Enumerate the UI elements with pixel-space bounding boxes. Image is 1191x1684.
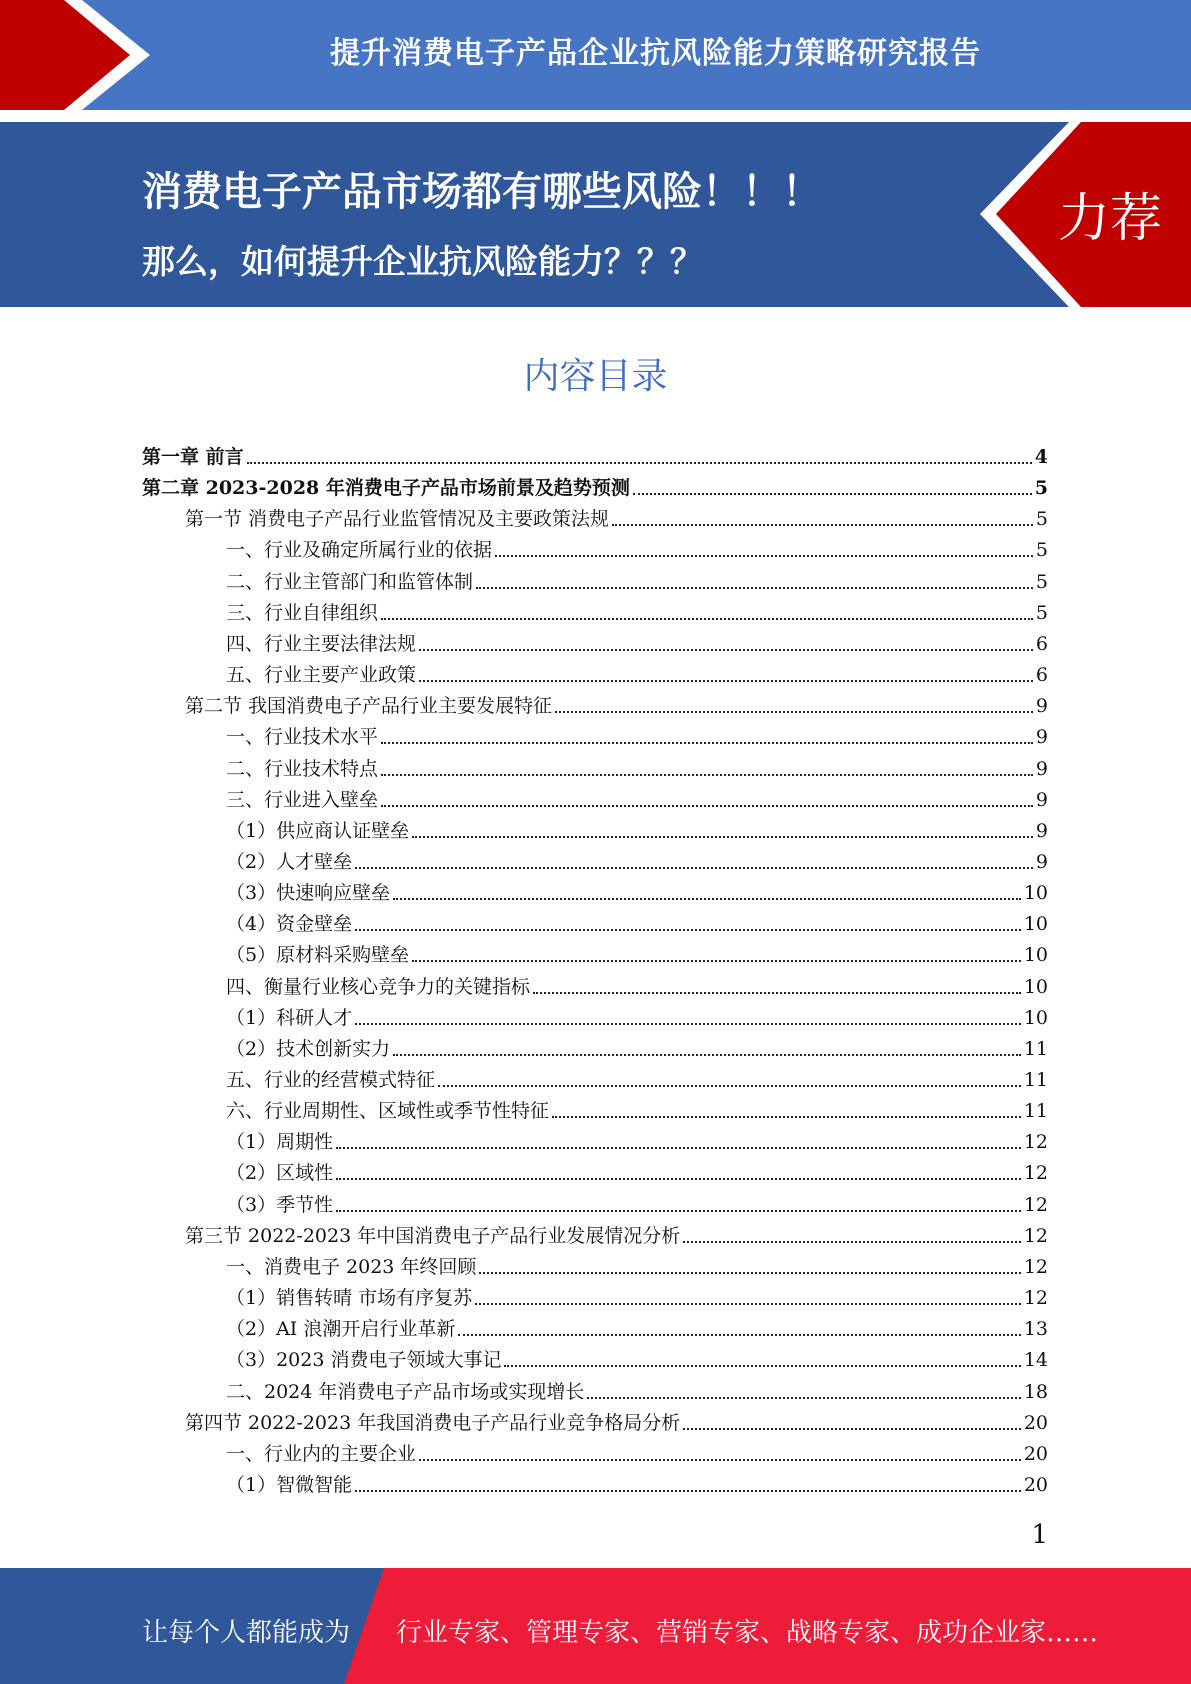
toc-entry-label: 四、行业主要法律法规	[226, 633, 417, 655]
toc-entry-label: （1）科研人才	[226, 1007, 353, 1029]
toc-entry-page: 12	[1023, 1131, 1048, 1153]
toc-entry-page: 20	[1023, 1474, 1048, 1496]
toc-dot-leader	[552, 1116, 1021, 1118]
toc-section-entry[interactable]	[185, 1216, 1048, 1247]
toc-entry-label: （3）快速响应壁垒	[226, 882, 391, 904]
toc-entry-label: 二、行业主管部门和监管体制	[226, 571, 474, 593]
banner-subheadline: 那么，如何提升企业抗风险能力？？？	[142, 242, 703, 281]
toc-subsection-entry[interactable]	[226, 967, 1048, 998]
toc-entry-page: 12	[1023, 1225, 1048, 1247]
toc-entry-label: （5）原材料采购壁垒	[226, 944, 410, 966]
toc-dot-leader	[555, 711, 1033, 713]
toc-entry-page: 12	[1023, 1162, 1048, 1184]
toc-dot-leader	[504, 1365, 1020, 1367]
toc-subsection-entry[interactable]	[226, 780, 1048, 811]
toc-dot-leader	[355, 1490, 1021, 1492]
toc-dot-leader	[355, 1023, 1021, 1025]
toc-entry-label: （3）2023 消费电子领域大事记	[226, 1349, 502, 1371]
toc-entry-label: 第一节 消费电子产品行业监管情况及主要政策法规	[185, 508, 610, 530]
toc-entry-label: 第一章 前言	[142, 446, 244, 468]
toc-subsection-entry[interactable]	[226, 904, 1048, 935]
toc-entry-label: （1）销售转晴 市场有序复苏	[226, 1287, 473, 1309]
toc-subsection-entry[interactable]	[226, 1029, 1048, 1060]
toc-entry-page: 20	[1023, 1443, 1048, 1465]
toc-entry-page: 9	[1035, 695, 1048, 717]
toc-subsection-entry[interactable]	[226, 1122, 1048, 1153]
toc-title: 内容目录	[523, 356, 668, 397]
toc-entry-page: 5	[1035, 508, 1048, 530]
toc-subsection-entry[interactable]	[226, 873, 1048, 904]
toc-subsection-entry[interactable]	[226, 562, 1048, 593]
toc-entry-label: （2）技术创新实力	[226, 1038, 391, 1060]
toc-subsection-entry[interactable]	[226, 998, 1048, 1029]
toc-entry-page: 10	[1023, 976, 1048, 998]
toc-dot-leader	[381, 805, 1033, 807]
toc-dot-leader	[419, 680, 1033, 682]
toc-subsection-entry[interactable]	[226, 749, 1048, 780]
toc-dot-leader	[412, 836, 1033, 838]
toc-entry-page: 6	[1035, 664, 1048, 686]
toc-dot-leader	[495, 555, 1033, 557]
toc-entry-page: 10	[1023, 913, 1048, 935]
toc-subsection-entry[interactable]	[226, 1465, 1048, 1496]
toc-section-entry[interactable]	[185, 686, 1048, 717]
toc-entry-label: 一、行业及确定所属行业的依据	[226, 539, 493, 561]
toc-dot-leader	[683, 1428, 1021, 1430]
banner-headline: 消费电子产品市场都有哪些风险！！！	[142, 169, 822, 215]
toc-entry-page: 12	[1023, 1287, 1048, 1309]
toc-entry-label: （1）智微智能	[226, 1474, 353, 1496]
toc-subsection-entry[interactable]	[226, 624, 1048, 655]
toc-entry-label: 第二章 2023-2028 年消费电子产品市场前景及趋势预测	[142, 477, 630, 499]
toc-entry-label: 二、2024 年消费电子产品市场或实现增长	[226, 1381, 585, 1403]
toc-subsection-entry[interactable]	[226, 1091, 1048, 1122]
toc-dot-leader	[247, 462, 1032, 464]
toc-entry-page: 9	[1035, 820, 1048, 842]
toc-entry-label: （2）区域性	[226, 1162, 334, 1184]
toc-dot-leader	[683, 1241, 1021, 1243]
toc-subsection-entry[interactable]	[226, 1153, 1048, 1184]
toc-entry-page: 10	[1023, 1007, 1048, 1029]
toc-subsection-entry[interactable]	[226, 530, 1048, 561]
toc-dot-leader	[475, 1303, 1021, 1305]
toc-subsection-entry[interactable]	[226, 1340, 1048, 1371]
page-number: 1	[1031, 1520, 1048, 1550]
toc-subsection-entry[interactable]	[226, 1185, 1048, 1216]
toc-dot-leader	[336, 1178, 1021, 1180]
toc-subsection-entry[interactable]	[226, 1309, 1048, 1340]
footer-slogan-lead: 让每个人都能成为	[142, 1618, 351, 1648]
toc-entry-label: 三、行业自律组织	[226, 602, 379, 624]
toc-entry-label: （1）周期性	[226, 1131, 334, 1153]
toc-subsection-entry[interactable]	[226, 811, 1048, 842]
toc-subsection-entry[interactable]	[226, 935, 1048, 966]
toc-subsection-entry[interactable]	[226, 842, 1048, 873]
toc-dot-leader	[336, 1147, 1021, 1149]
toc-subsection-entry[interactable]	[226, 1060, 1048, 1091]
toc-entry-page: 11	[1023, 1069, 1048, 1091]
toc-entry-page: 9	[1035, 789, 1048, 811]
toc-entry-label: （4）资金壁垒	[226, 913, 353, 935]
toc-dot-leader	[479, 1272, 1020, 1274]
toc-section-entry[interactable]	[185, 1403, 1048, 1434]
toc-subsection-entry[interactable]	[226, 1247, 1048, 1278]
toc-dot-leader	[381, 774, 1033, 776]
footer-slogan-roles: 行业专家、管理专家、营销专家、战略专家、成功企业家……	[396, 1618, 1099, 1648]
toc-entry-page: 12	[1023, 1256, 1048, 1278]
toc-entry-page: 5	[1035, 539, 1048, 561]
toc-dot-leader	[458, 1334, 1020, 1336]
toc-dot-leader	[612, 524, 1033, 526]
toc-subsection-entry[interactable]	[226, 1372, 1048, 1403]
toc-entry-label: 三、行业进入壁垒	[226, 789, 379, 811]
toc-entry-page: 5	[1035, 602, 1048, 624]
toc-entry-page: 9	[1035, 726, 1048, 748]
toc-entry-page: 11	[1023, 1038, 1048, 1060]
toc-entry-page: 18	[1023, 1381, 1048, 1403]
toc-entry-label: 六、行业周期性、区域性或季节性特征	[226, 1100, 550, 1122]
toc-dot-leader	[633, 493, 1032, 495]
toc-dot-leader	[412, 960, 1021, 962]
toc-entry-label: （2）AI 浪潮开启行业革新	[226, 1318, 456, 1340]
toc-subsection-entry[interactable]	[226, 655, 1048, 686]
toc-dot-leader	[355, 867, 1033, 869]
header-red-arrow-icon	[0, 0, 160, 110]
toc-entry-page: 11	[1023, 1100, 1048, 1122]
toc-entry-label: 一、行业内的主要企业	[226, 1443, 417, 1465]
toc-dot-leader	[393, 898, 1021, 900]
toc-dot-leader	[336, 1210, 1021, 1212]
toc-entry-label: 第二节 我国消费电子产品行业主要发展特征	[185, 695, 553, 717]
toc-dot-leader	[587, 1397, 1020, 1399]
toc-entry-label: （1）供应商认证壁垒	[226, 820, 410, 842]
toc-entry-page: 20	[1023, 1412, 1048, 1434]
toc-dot-leader	[419, 1459, 1021, 1461]
toc-entry-page: 4	[1034, 446, 1048, 468]
toc-subsection-entry[interactable]	[226, 1278, 1048, 1309]
toc-section-entry[interactable]	[185, 499, 1048, 530]
toc-entry-page: 12	[1023, 1194, 1048, 1216]
toc-entry-label: 第三节 2022-2023 年中国消费电子产品行业发展情况分析	[185, 1225, 681, 1247]
toc-entry-page: 9	[1035, 851, 1048, 873]
toc-entry-label: 二、行业技术特点	[226, 758, 379, 780]
toc-dot-leader	[393, 1054, 1021, 1056]
toc-entry-label: （2）人才壁垒	[226, 851, 353, 873]
toc-entry-page: 10	[1023, 882, 1048, 904]
toc-entry-label: （3）季节性	[226, 1194, 334, 1216]
report-title: 提升消费电子产品企业抗风险能力策略研究报告	[330, 36, 981, 71]
toc-entry-label: 四、衡量行业核心竞争力的关键指标	[226, 976, 531, 998]
toc-dot-leader	[419, 649, 1033, 651]
toc-subsection-entry[interactable]	[226, 717, 1048, 748]
toc-subsection-entry[interactable]	[226, 593, 1048, 624]
toc-entry-page: 14	[1023, 1349, 1048, 1371]
toc-entry-label: 第四节 2022-2023 年我国消费电子产品行业竞争格局分析	[185, 1412, 681, 1434]
toc-entry-label: 五、行业主要产业政策	[226, 664, 417, 686]
toc-entry-page: 10	[1023, 944, 1048, 966]
toc-entry-page: 5	[1035, 571, 1048, 593]
toc-dot-leader	[381, 742, 1033, 744]
toc-chapter-entry[interactable]	[142, 468, 1048, 499]
toc-chapter-entry[interactable]	[142, 437, 1048, 468]
toc-dot-leader	[438, 1085, 1021, 1087]
toc-dot-leader	[476, 587, 1033, 589]
toc-dot-leader	[381, 618, 1033, 620]
toc-entry-label: 一、消费电子 2023 年终回顾	[226, 1256, 477, 1278]
toc-entry-label: 五、行业的经营模式特征	[226, 1069, 436, 1091]
toc-entry-page: 13	[1023, 1318, 1048, 1340]
toc-dot-leader	[355, 929, 1021, 931]
toc-entry-label: 一、行业技术水平	[226, 726, 379, 748]
recommend-badge-label: 力荐	[1058, 189, 1163, 249]
toc-entry-page: 5	[1034, 477, 1048, 499]
toc-entry-page: 9	[1035, 758, 1048, 780]
toc-dot-leader	[533, 992, 1021, 994]
toc-subsection-entry[interactable]	[226, 1434, 1048, 1465]
toc-entry-page: 6	[1035, 633, 1048, 655]
